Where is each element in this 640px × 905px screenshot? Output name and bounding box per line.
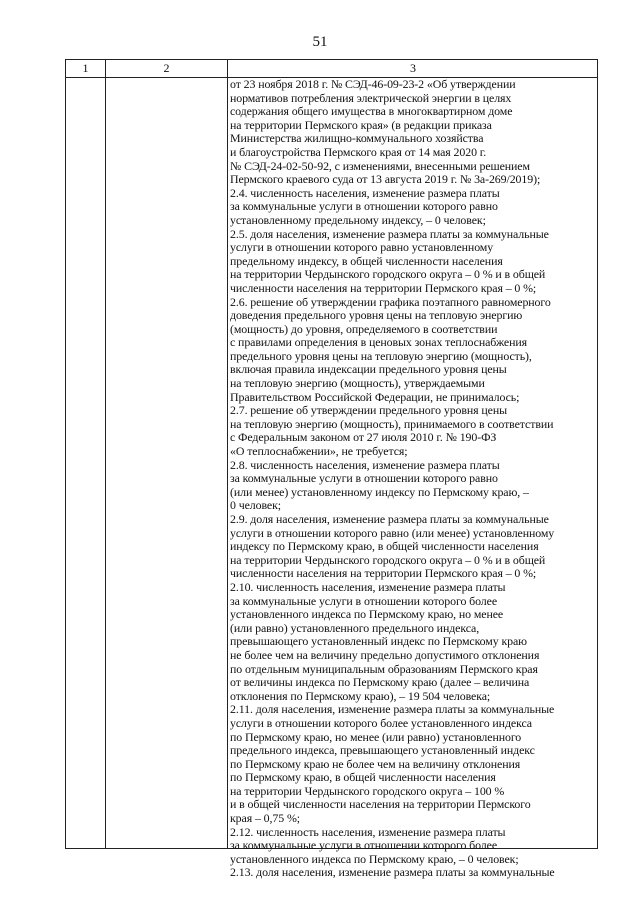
text-line: № СЭД-24-02-50-92, с изменениями, внесенными решением <box>230 158 530 173</box>
text-line: (мощность) до уровня, определяемого в соответствии <box>230 321 498 336</box>
text-line: края – 0,75 %; <box>230 811 300 826</box>
text-line: 2.12. численность населения, изменение размера платы <box>230 824 506 839</box>
text-line: за коммунальные услуги в отношении которого равно <box>230 199 498 214</box>
text-line: доведения предельного уровня цены на тепловую энергию <box>230 308 523 323</box>
text-line: 2.4. численность населения, изменение размера платы <box>230 185 500 200</box>
text-line: на территории Чердынского городского округа – 100 % <box>230 783 505 798</box>
text-line: услуги в отношении которого более установленного индекса <box>230 715 532 730</box>
column-divider-2 <box>227 60 228 848</box>
text-line: на тепловую энергию (мощность), принимаемого в соответствии <box>230 416 554 431</box>
text-line: 2.7. решение об утверждении предельного уровня цены <box>230 403 507 418</box>
text-line: по Пермскому краю, в общей численности населения <box>230 770 496 785</box>
text-line: 2.6. решение об утверждении графика поэтапного равномерного <box>230 294 551 309</box>
text-line: за коммунальные услуги в отношении которого равно <box>230 471 498 486</box>
text-line: предельного уровня цены на тепловую энергию (мощность), <box>230 348 532 363</box>
text-line: 0 человек; <box>230 498 281 513</box>
page-number: 51 <box>312 34 328 50</box>
text-line: за коммунальные услуги в отношении которого более <box>230 593 497 608</box>
text-line: 2.5. доля населения, изменение размера платы за коммунальные <box>230 226 549 241</box>
text-line: содержания общего имущества в многоквартирном доме <box>230 104 513 119</box>
text-line: Министерства жилищно-коммунального хозяйства <box>230 131 484 146</box>
text-line: Правительством Российской Федерации, не принималось; <box>230 389 520 404</box>
column-header-1: 1 <box>82 61 89 75</box>
text-line: численности населения на территории Пермского края – 0 %; <box>230 566 537 581</box>
document-table <box>65 59 598 880</box>
text-line: от величины индекса по Пермскому краю (далее – величина <box>230 675 530 690</box>
text-line: превышающего установленный индекс по Пермскому краю <box>230 634 527 649</box>
text-line: на территории Чердынского городского округа – 0 % и в общей <box>230 552 546 567</box>
text-line: 2.10. численность населения, изменение размера платы <box>230 579 506 594</box>
text-line: на территории Пермского края» (в редакции приказа <box>230 117 492 132</box>
text-line: и благоустройства Пермского края от 14 мая 2020 г. <box>230 144 487 159</box>
text-line: 2.13. доля населения, изменение размера платы за коммунальные <box>230 865 555 880</box>
text-line: «О теплоснабжении», не требуется; <box>230 444 408 459</box>
text-line: на тепловую энергию (мощность), утверждаемыми <box>230 376 485 391</box>
text-line: численности населения на территории Пермского края – 0 %; <box>230 280 537 295</box>
text-line: не более чем на величину предельно допустимого отклонения <box>230 647 540 662</box>
text-line: и в общей численности населения на территории Пермского <box>230 797 531 812</box>
text-line: предельному индексу, в общей численности населения <box>230 253 503 268</box>
text-line: по Пермскому краю не более чем на величину отклонения <box>230 756 521 771</box>
text-line: включая правила индексации предельного уровня цены <box>230 362 507 377</box>
column-header-3: 3 <box>410 61 416 75</box>
text-line: (или менее) установленному индексу по Пермскому краю, – <box>230 484 529 499</box>
column-divider-1 <box>105 60 106 848</box>
text-line: за коммунальные услуги в отношении которого более <box>230 838 497 853</box>
table-header-row <box>66 60 597 78</box>
text-line: с Федеральным законом от 27 июля 2010 г. № 190-ФЗ <box>230 430 497 445</box>
text-line: установленного индекса по Пермскому краю, – 0 человек; <box>230 851 519 866</box>
text-line: услуги в отношении которого равно (или менее) установленному <box>230 525 555 540</box>
text-line: (или равно) установленного предельного индекса, <box>230 620 480 635</box>
text-line: индексу по Пермскому краю, в общей численности населения <box>230 539 539 554</box>
text-line: по отдельным муниципальным образованиям Пермского края <box>230 661 538 676</box>
text-line: Пермского краевого суда от 13 августа 2019 г. № 3а-269/2019); <box>230 172 541 187</box>
text-line: нормативов потребления электрической энергии в целях <box>230 90 512 105</box>
text-line: установленному предельному индексу, – 0 человек; <box>230 212 486 227</box>
text-line: установленного индекса по Пермскому краю, но менее <box>230 607 504 622</box>
text-line: предельного индекса, превышающего установленный индекс <box>230 743 535 758</box>
column-header-2: 2 <box>163 61 170 75</box>
text-line: 2.11. доля населения, изменение размера платы за коммунальные <box>230 702 555 717</box>
text-line: отклонения по Пермскому краю), – 19 504 человека; <box>230 688 491 703</box>
column-3-text <box>230 78 596 880</box>
text-line: услуги в отношении которого равно установленному <box>230 240 494 255</box>
text-line: 2.8. численность населения, изменение размера платы <box>230 457 500 472</box>
text-line: от 23 ноября 2018 г. № СЭД-46-09-23-2 «Об утверждении <box>230 77 516 91</box>
text-line: по Пермскому краю, но менее (или равно) установленного <box>230 729 522 744</box>
text-line: с правилами определения в ценовых зонах теплоснабжения <box>230 335 527 350</box>
text-line: на территории Чердынского городского округа – 0 % и в общей <box>230 267 546 282</box>
text-line: 2.9. доля населения, изменение размера платы за коммунальные <box>230 512 549 526</box>
